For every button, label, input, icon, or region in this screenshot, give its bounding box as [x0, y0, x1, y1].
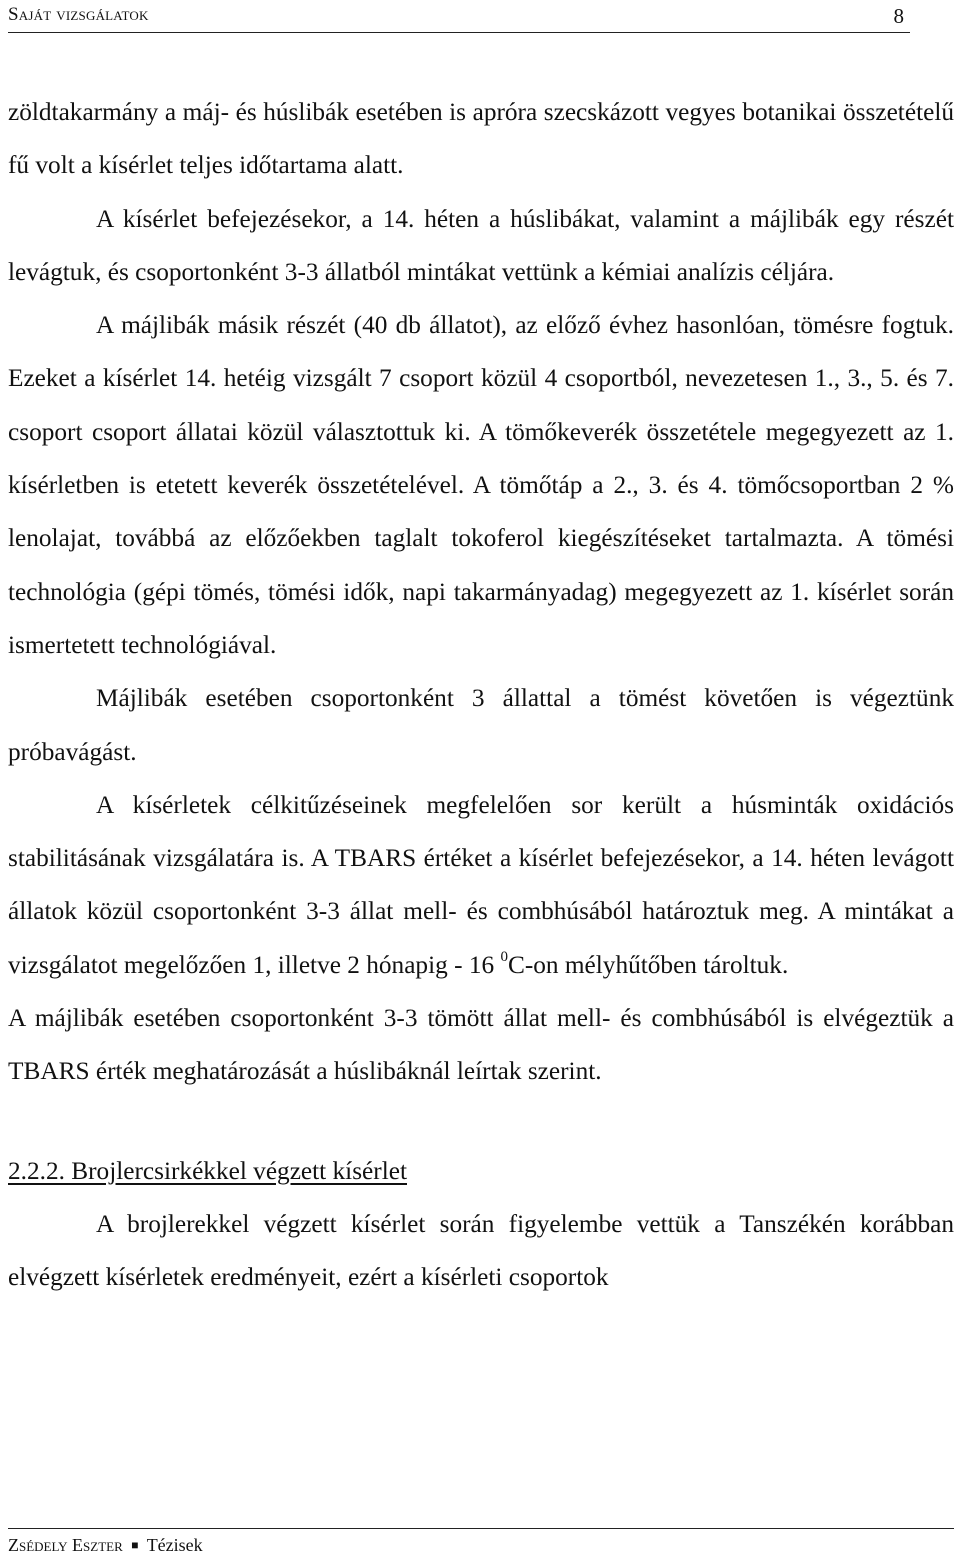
- document-body: [8, 86, 954, 1305]
- page-footer: [8, 1528, 954, 1556]
- footer-doc-type: Tézisek: [146, 1535, 203, 1555]
- paragraph-2: A kísérlet befejezésekor, a 14. héten a húslibákat, valamint a májlibák egy részét levágtuk, és csoportonként 3-3 állatból mintákat vettünk a kémiai analízis céljára.: [8, 204, 954, 286]
- paragraph-4: Májlibák esetében csoportonként 3 állattal a tömést követően is végeztünk próbavágást.: [8, 684, 954, 766]
- degree-superscript: 0: [500, 949, 508, 966]
- paragraph-5-text-b: C-on mélyhűtőben tároltuk.: [507, 950, 789, 979]
- header-title: Saját vizsgálatok: [8, 4, 149, 25]
- page-number: 8: [893, 4, 904, 28]
- paragraph-3: A májlibák másik részét (40 db állatot), az előző évhez hasonlóan, tömésre fogtuk. Ezeket a kísérlet 14. hetéig vizsgált 7 csoport közül 4 csoportból, nevezetesen 1., 3., 5. és 7. csoport csoport állatai közül választottuk ki. A tömőkeverék összetétele megegyezett az 1. kísérletben is etetett keverék összetételével. A tömőtáp a 2., 3. és 4. tömőcsoportban 2 % lenolajat, továbbá az előzőekben taglalt tokoferol kiegészítéseket tartalmazta. A tömési technológia (gépi tömés, tömési idők, napi takarmányadag) megegyezett az 1. kísérlet során ismertetett technológiával.: [8, 311, 954, 659]
- paragraph-6: A májlibák esetében csoportonként 3-3 tömött állat mell- és combhúsából is elvégeztük a TBARS érték meghatározását a húslibáknál leírtak szerint.: [8, 1004, 954, 1086]
- paragraph-1: zöldtakarmány a máj- és húslibák esetében is apróra szecskázott vegyes botanikai összetételű fű volt a kísérlet teljes időtartama alatt.: [8, 98, 954, 180]
- footer-separator: ■: [131, 1538, 139, 1552]
- paragraph-5: [8, 779, 954, 992]
- paragraph-5-text-a: A kísérletek célkitűzéseinek megfelelően sor került a húsminták oxidációs stabilitásának vizsgálatára is. A TBARS értéket a kísérlet befejezésekor, a 14. héten levágott állatok közül csoportonként 3-3 állat mell- és combhúsából határoztuk meg. A mintákat a vizsgálatot megelőzően 1, illetve 2 hónapig - 16: [8, 790, 954, 979]
- paragraph-7: A brojlerekkel végzett kísérlet során figyelembe vettük a Tanszékén korábban elvégzett kísérletek eredményeit, ezért a kísérleti csoportok: [8, 1209, 954, 1292]
- page-header: [8, 0, 910, 33]
- section-heading: 2.2.2. Brojlercsirkékkel végzett kísérlet: [8, 1156, 407, 1185]
- footer-author: Zsédely Eszter: [8, 1535, 123, 1555]
